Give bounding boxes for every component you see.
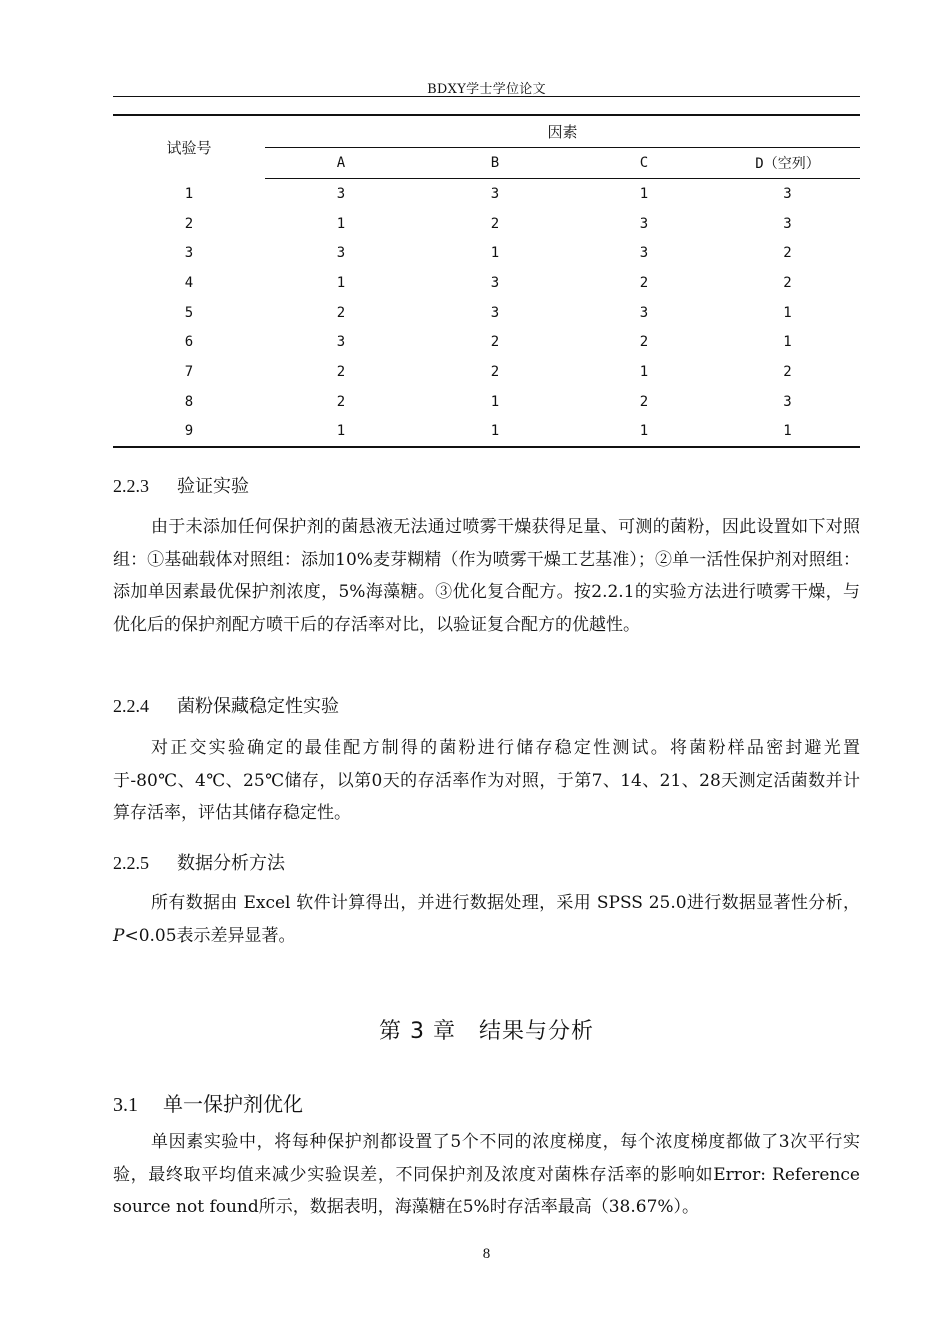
level-cell: 2 (783, 245, 792, 262)
paragraph-data-analysis (113, 887, 860, 952)
trial-number-cell: 4 (184, 274, 194, 291)
column-header-a: A (265, 148, 417, 179)
trial-number-cell: 7 (184, 363, 194, 380)
level-cell: 3 (490, 185, 500, 202)
orthogonal-design-table (113, 114, 860, 448)
level-cell: 1 (336, 215, 346, 232)
column-header-b: B (417, 148, 573, 179)
section-number: 2.2.5 (113, 853, 149, 873)
level-cell: 2 (783, 363, 792, 380)
trial-number-cell: 2 (184, 215, 194, 232)
level-cell: 1 (783, 334, 792, 351)
section-title: 验证实验 (177, 476, 249, 497)
level-cell: 2 (336, 393, 346, 410)
level-cell: 2 (490, 334, 500, 351)
level-cell: 1 (573, 417, 715, 448)
page-number: 8 (482, 1246, 491, 1262)
level-cell: 3 (783, 215, 792, 232)
level-cell: 1 (490, 245, 500, 262)
level-cell: 1 (417, 417, 573, 448)
section-title: 菌粉保藏稳定性实验 (177, 696, 339, 717)
table-row (113, 357, 860, 387)
level-cell: 3 (783, 185, 792, 202)
level-cell: 2 (490, 215, 500, 232)
level-cell: 2 (783, 274, 792, 291)
paragraph-storage-stability: 对正交实验确定的最佳配方制得的菌粉进行储存稳定性测试。将菌粉样品密封避光置于-80℃、4℃、25℃储存，以第0天的存活率作为对照，于第7、14、21、28天测定活菌数并计算存活率，评估其储存稳定性。 (113, 738, 860, 823)
factor-header: 因素 (265, 115, 860, 148)
level-cell: 1 (639, 363, 649, 380)
level-cell: 1 (639, 185, 649, 202)
level-cell: 2 (336, 363, 346, 380)
table-row (113, 417, 860, 448)
trial-number-cell: 5 (184, 304, 194, 321)
table-row (113, 238, 860, 268)
paragraph-text-after: <0.05表示差异显著。 (124, 925, 296, 946)
level-cell: 3 (336, 245, 346, 262)
section-title: 数据分析方法 (177, 853, 285, 874)
section-number: 2.2.4 (113, 696, 149, 716)
table-row (113, 209, 860, 239)
paragraph-single-protectant: 单因素实验中，将每种保护剂都设置了5个不同的浓度梯度，每个浓度梯度都做了3次平行实验，最终取平均值来减少实验误差，不同保护剂及浓度对菌株存活率的影响如Error: Reference source not found所示，数据表明，海藻糖在5%时存活率最高（38.67%）。 (113, 1132, 860, 1217)
trial-number-cell: 9 (113, 417, 265, 448)
table-row (113, 298, 860, 328)
level-cell: 3 (336, 334, 346, 351)
trial-number-cell: 3 (184, 245, 194, 262)
table-row (113, 268, 860, 298)
paragraph-validation: 由于未添加任何保护剂的菌悬液无法通过喷雾干燥获得足量、可测的菌粉，因此设置如下对照组：①基础载体对照组：添加10%麦芽糊精（作为喷雾干燥工艺基准）；②单一活性保护剂对照组：添加单因素最优保护剂浓度，5%海藻糖。③优化复合配方。按2.2.1的实验方法进行喷雾干燥，与优化后的保护剂配方喷干后的存活率对比，以验证复合配方的优越性。 (113, 517, 860, 635)
level-cell: 1 (783, 304, 792, 321)
table-row (113, 179, 860, 209)
trial-number-header: 试验号 (113, 115, 265, 179)
running-header: BDXY学士学位论文 (427, 82, 546, 97)
paragraph-text-before: 所有数据由 Excel 软件计算得出，并进行数据处理，采用 SPSS 25.0进行数据显著性分析， (151, 893, 860, 913)
level-cell: 2 (639, 274, 649, 291)
trial-number-cell: 8 (184, 393, 194, 410)
level-cell: 2 (336, 304, 346, 321)
level-cell: 3 (639, 215, 649, 232)
level-cell: 2 (639, 393, 649, 410)
section-heading-2-2-3 (113, 472, 249, 498)
section-title: 单一保护剂优化 (163, 1092, 303, 1116)
trial-number-cell: 1 (184, 185, 194, 202)
column-header-d: D（空列） (715, 148, 860, 179)
level-cell: 3 (336, 185, 346, 202)
level-cell: 2 (490, 363, 500, 380)
p-value-symbol: P (113, 925, 125, 946)
section-heading-2-2-5 (113, 849, 285, 875)
level-cell: 2 (639, 334, 649, 351)
level-cell: 3 (490, 274, 500, 291)
chapter-title: 第 3 章 结果与分析 (379, 1019, 594, 1044)
column-header-c: C (573, 148, 715, 179)
level-cell: 1 (336, 274, 346, 291)
header-rule (113, 96, 860, 97)
level-cell: 3 (639, 245, 649, 262)
section-heading-3-1 (113, 1088, 303, 1117)
document-page (113, 0, 860, 1344)
section-heading-2-2-4 (113, 692, 339, 718)
level-cell: 1 (715, 417, 860, 448)
section-number: 3.1 (113, 1094, 138, 1116)
section-number: 2.2.3 (113, 476, 149, 496)
level-cell: 1 (265, 417, 417, 448)
level-cell: 3 (783, 393, 792, 410)
table-row (113, 327, 860, 357)
trial-number-cell: 6 (184, 334, 194, 351)
table-row (113, 387, 860, 417)
level-cell: 3 (490, 304, 500, 321)
level-cell: 1 (490, 393, 500, 410)
level-cell: 3 (639, 304, 649, 321)
table-body (113, 179, 860, 448)
